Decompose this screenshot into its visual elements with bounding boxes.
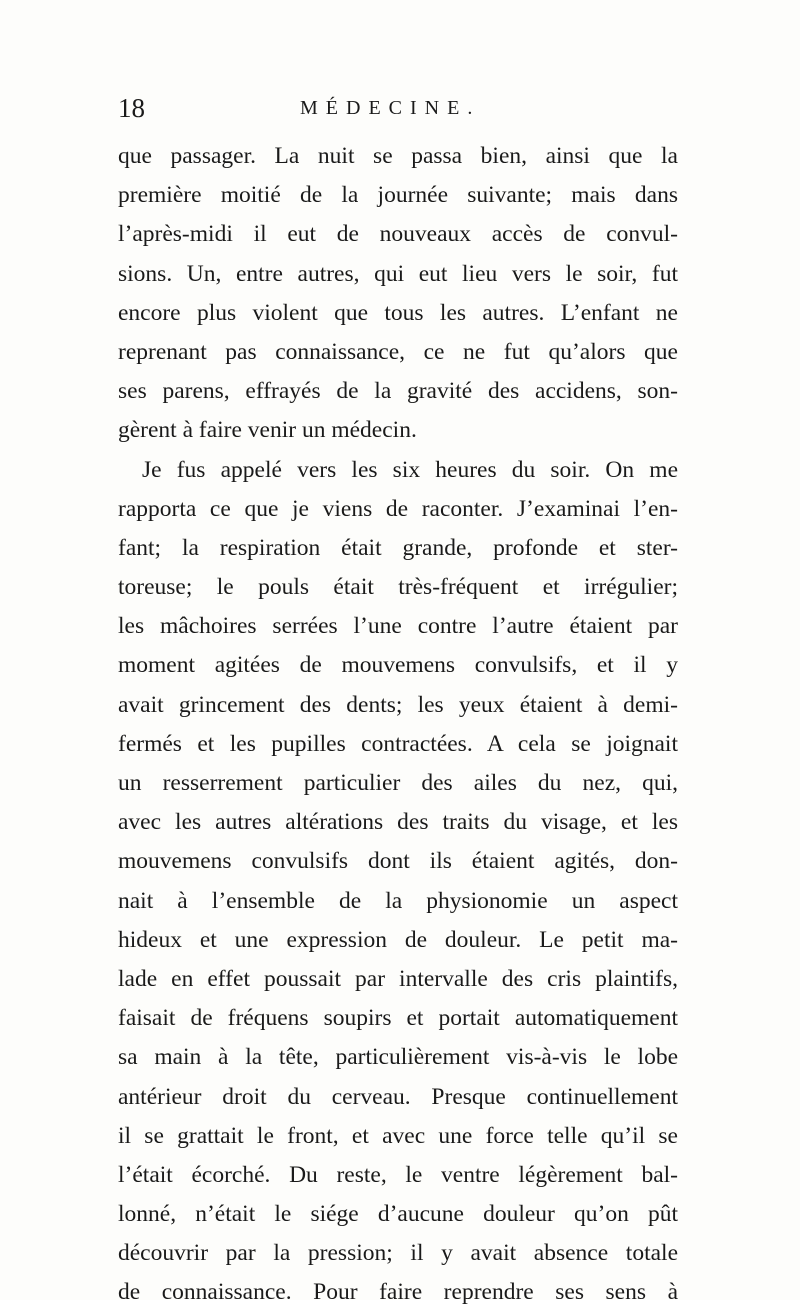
text-line: gèrent à faire venir un médecin. xyxy=(118,417,417,444)
page-number: 18 xyxy=(118,93,145,123)
text-line: un resserrement particulier des ailes du nez, qui, xyxy=(118,770,678,796)
text-line: hideux et une expression de douleur. Le petit ma- xyxy=(118,926,678,953)
text-line: lade en effet poussait par intervalle des cris plaintifs, xyxy=(118,965,678,992)
text-line: première moitié de la journée suivante; mais dans xyxy=(118,182,678,209)
text-line: toreuse; le pouls était très-fréquent et irrégulier; xyxy=(118,574,678,601)
text-line: moment agitées de mouvemens convulsifs, et il y xyxy=(118,652,678,679)
text-line: faisait de fréquens soupirs et portait automatiquement xyxy=(118,1005,678,1032)
text-line: reprenant pas connaissance, ce ne fut qu’alors que xyxy=(118,338,678,365)
running-head xyxy=(118,88,678,128)
text-line: encore plus violent que tous les autres. L’enfant ne xyxy=(118,299,678,326)
text-line: ses parens, effrayés de la gravité des accidens, son- xyxy=(118,378,678,405)
text-line: rapporta ce que je viens de raconter. J’examinai l’en- xyxy=(118,495,678,522)
text-line: les mâchoires serrées l’une contre l’autre étaient par xyxy=(118,613,678,640)
text-line: découvrir par la pression; il y avait absence totale xyxy=(118,1240,678,1267)
text-line: nait à l’ensemble de la physionomie un aspect xyxy=(118,887,678,914)
text-line: avait grincement des dents; les yeux étaient à demi- xyxy=(118,691,678,718)
body-text xyxy=(118,137,678,1313)
running-title: MÉDECINE. xyxy=(300,97,481,119)
text-line: sa main à la tête, particulièrement vis-à-vis le lobe xyxy=(118,1044,678,1071)
text-line: il se grattait le front, et avec une force telle qu’il se xyxy=(118,1122,678,1149)
text-line: sions. Un, entre autres, qui eut lieu vers le soir, fut xyxy=(118,260,678,287)
text-line: avec les autres altérations des traits du visage, et les xyxy=(118,809,678,836)
text-line: mouvemens convulsifs dont ils étaient agités, don- xyxy=(118,848,678,875)
text-line: l’après-midi il eut de nouveaux accès de convul- xyxy=(118,221,678,248)
text-line: Je fus appelé vers les six heures du soir. On me xyxy=(142,456,678,483)
text-line: fant; la respiration était grande, profonde et ster- xyxy=(118,534,678,561)
text-line: de connaissance. Pour faire reprendre ses sens à xyxy=(118,1279,678,1306)
text-line: antérieur droit du cerveau. Presque continuellement xyxy=(118,1083,678,1110)
text-line: fermés et les pupilles contractées. A cela se joignait xyxy=(118,730,678,757)
text-line: que passager. La nuit se passa bien, ainsi que la xyxy=(118,143,678,169)
text-line: l’était écorché. Du reste, le ventre légèrement bal- xyxy=(118,1161,678,1188)
text-line: lonné, n’était le siége d’aucune douleur qu’on pût xyxy=(118,1201,678,1228)
